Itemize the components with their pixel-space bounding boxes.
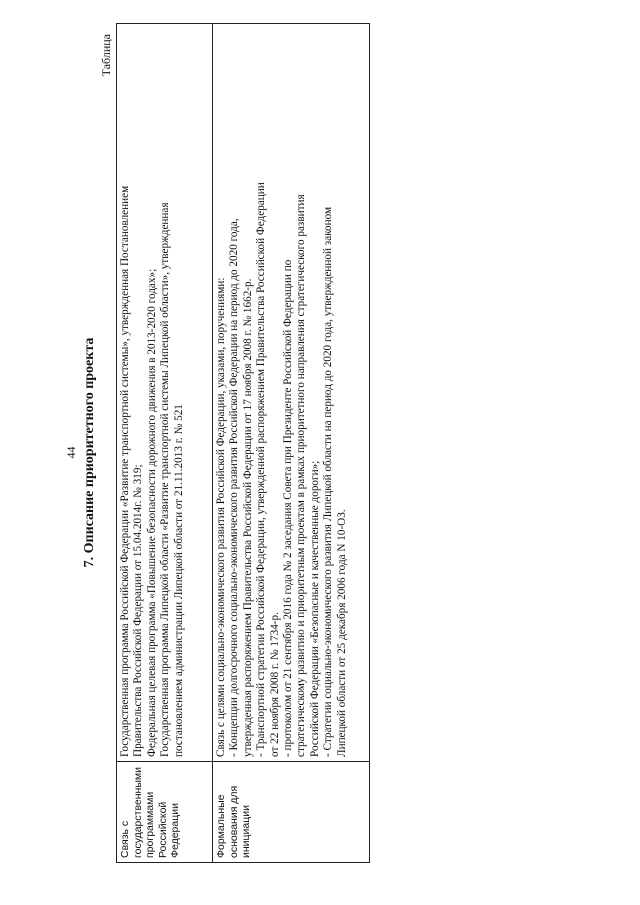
content-line: Липецкой области от 25 декабря 2006 года N 10-ОЗ. — [335, 509, 348, 757]
content-line: от 22 ноября 2008 г. № 1734-р. — [268, 612, 281, 757]
content-line: - Транспортной стратегии Российской Федерации, утвержденной распоряжением Правительства Российской Федерации — [255, 182, 268, 757]
row-content-state-programs — [117, 24, 213, 762]
label-line: основания для — [227, 785, 240, 858]
content-line: Федеральная целевая программа «Повышение безопасности дорожного движения в 2013-2020 годах»; — [145, 268, 158, 757]
row-label-state-programs — [117, 762, 213, 863]
content-line: Государственная программа Российской Федерации «Развитие транспортной системы», утвержденная Постановлением — [119, 185, 131, 757]
label-line: Связь с — [119, 820, 131, 858]
content-line: Связь с целями социально-экономического развития Российской Федерации, указами, поручениями: — [215, 277, 227, 757]
label-line: Формальные — [215, 794, 227, 858]
table-row-formal-grounds — [213, 24, 370, 863]
table-row-state-programs — [117, 24, 213, 863]
label-line: программами — [144, 791, 156, 858]
content-line: постановлением администрации Липецкой области от 21.11.2013 г. № 521 — [172, 404, 185, 757]
row-content-formal-grounds — [213, 24, 370, 762]
label-line: инициации — [240, 805, 252, 858]
content-line: Государственная программа Липецкой области «Развитие транспортной системы Липецкой области», утвержденная — [159, 202, 172, 757]
content-line: - Стратегии социально-экономического развития Липецкой области на период до 2020 года, утвержденной законом — [322, 206, 335, 757]
table-caption: Таблица — [99, 34, 113, 77]
content-line: Правительства Российской Федерации от 15.04.2014г. № 319; — [132, 464, 145, 757]
content-line: - Концепции долгосрочного социально-экономического развития Российской Федерации на период до 2020 года, — [228, 218, 241, 757]
label-line: Российской — [156, 801, 169, 858]
content-line: Российской Федерации «Безопасные и качественные дороги»; — [308, 460, 321, 757]
content-line: стратегическому развитию и приоритетным проектам в рамках приоритетного направления стратегического развития — [295, 194, 308, 757]
label-line: Федерации — [169, 803, 181, 858]
content-line: утвержденная распоряжением Правительства Российской Федерации от 17 ноября 2008 г. № 1662-р. — [241, 278, 254, 757]
row-label-formal-grounds — [213, 762, 370, 863]
label-line: государственными — [131, 767, 144, 858]
content-line: - протоколом от 21 сентября 2016 года № 2 заседания Совета при Президенте Российской Федерации по — [282, 259, 295, 757]
section-title: 7. Описание приоритетного проекта — [82, 337, 97, 568]
project-description-table — [116, 23, 370, 863]
page-number: 44 — [64, 446, 78, 459]
